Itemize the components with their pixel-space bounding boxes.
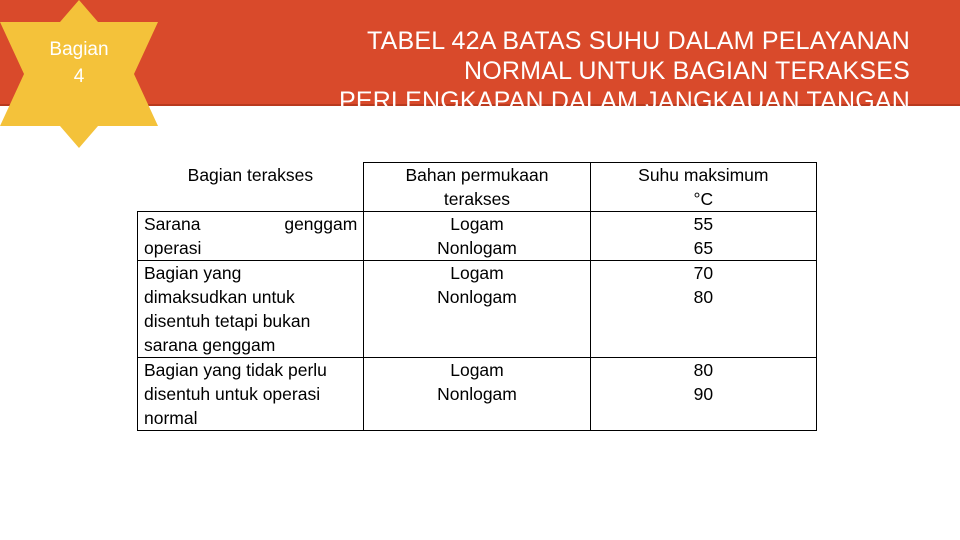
header-material [364, 163, 590, 212]
material-value: Nonlogam [437, 238, 517, 258]
temp-value: 80 [693, 360, 714, 380]
part-word: Sarana [144, 214, 201, 234]
badge-line1: Bagian [49, 39, 109, 60]
material-cell [364, 261, 590, 358]
header-part-label: Bagian terakses [187, 164, 314, 185]
section-badge [0, 0, 158, 148]
header-part [138, 163, 364, 212]
table-row [138, 212, 817, 261]
material-value: Logam [450, 214, 504, 234]
title-line2: NORMAL UNTUK BAGIAN TERAKSES [464, 57, 910, 85]
material-cell [364, 358, 590, 431]
badge-line2: 4 [73, 66, 85, 87]
header-material-line1: Bahan permukaan [405, 165, 549, 185]
part-cell [138, 358, 364, 431]
part-line: Bagian yang tidak perlu [144, 360, 327, 380]
part-line: operasi [144, 238, 202, 258]
title-line3: PERLENGKAPAN DALAM JANGKAUAN TANGAN [338, 87, 910, 115]
temp-value: 80 [693, 287, 714, 307]
material-value: Nonlogam [437, 384, 517, 404]
part-line: sarana genggam [144, 335, 276, 355]
part-cell [138, 261, 364, 358]
material-cell [364, 212, 590, 261]
table-header-row [138, 163, 817, 212]
header-temp-line1: Suhu maksimum [638, 165, 769, 185]
header-material-line2: terakses [443, 189, 511, 209]
part-line: Bagian yang [144, 263, 242, 283]
table-row [138, 358, 817, 431]
header-temp [590, 163, 816, 212]
material-value: Nonlogam [437, 287, 517, 307]
part-line [144, 212, 357, 236]
temperature-table [137, 162, 817, 431]
temp-value: 90 [693, 384, 714, 404]
table-row [138, 261, 817, 358]
temp-value: 65 [693, 238, 714, 258]
temp-cell [590, 261, 816, 358]
part-line: disentuh tetapi bukan [144, 311, 311, 331]
part-line: disentuh untuk operasi [144, 384, 321, 404]
title-line1: TABEL 42A BATAS SUHU DALAM PELAYANAN [366, 27, 910, 55]
part-word: genggam [284, 214, 358, 234]
part-cell [138, 212, 364, 261]
page-title [190, 26, 910, 116]
material-value: Logam [450, 263, 504, 283]
header-temp-line2: °C [693, 189, 714, 209]
temp-cell [590, 212, 816, 261]
part-line: dimaksudkan untuk [144, 287, 295, 307]
temp-cell [590, 358, 816, 431]
part-line: normal [144, 408, 198, 428]
temp-value: 70 [693, 263, 714, 283]
material-value: Logam [450, 360, 504, 380]
temp-value: 55 [693, 214, 714, 234]
badge-label [23, 36, 135, 90]
